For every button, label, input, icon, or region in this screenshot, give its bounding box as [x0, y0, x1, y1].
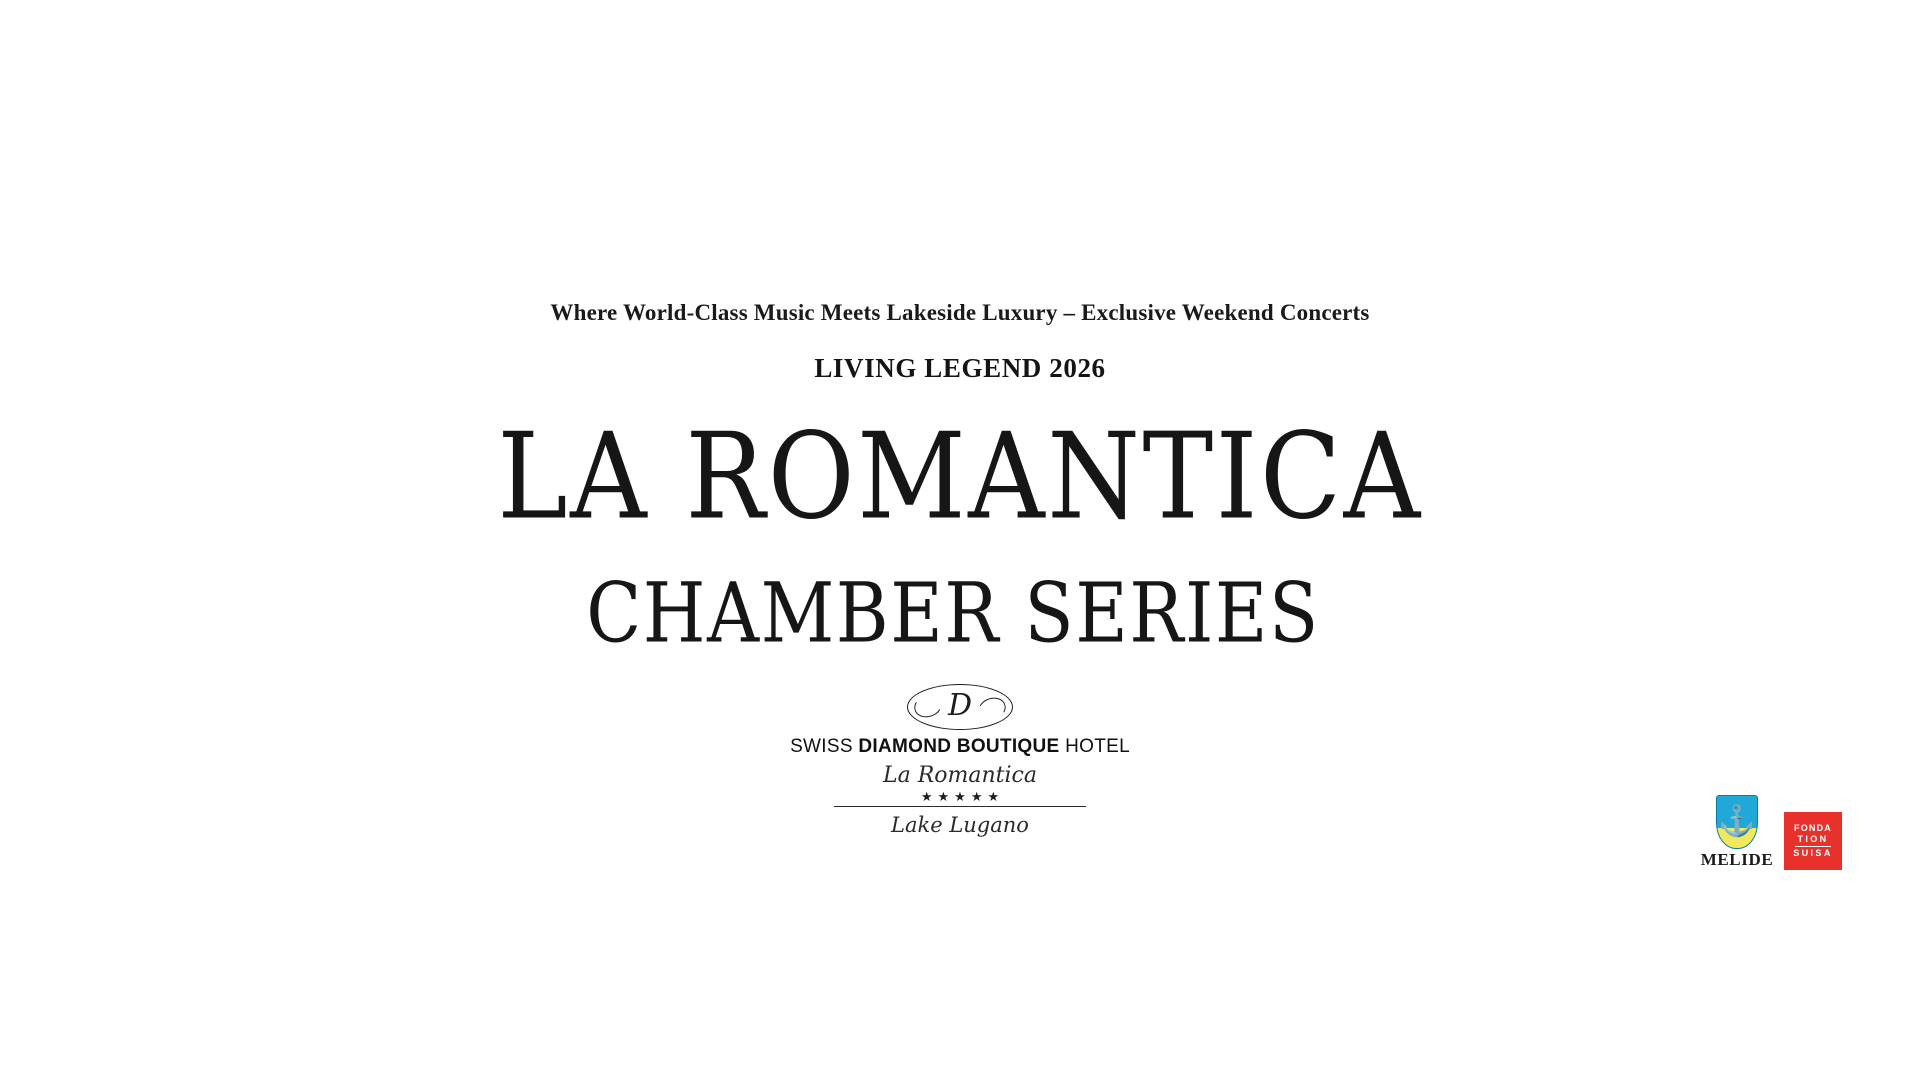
- monogram-letter: D: [947, 688, 973, 723]
- star-icon: ★: [937, 789, 950, 804]
- star-icon: ★: [970, 789, 983, 804]
- hero-text-block: [0, 300, 1920, 837]
- divider: [834, 806, 1086, 807]
- diamond-monogram-icon: [907, 684, 1013, 730]
- fondation-line-3: SUISA: [1793, 848, 1833, 859]
- page-title: LA ROMANTICA: [497, 407, 1423, 546]
- star-icon: ★: [954, 789, 966, 804]
- hotel-name-part2: DIAMOND BOUTIQUE: [858, 736, 1060, 757]
- star-icon: ★: [920, 789, 933, 804]
- hotel-logo: [790, 684, 1130, 837]
- melide-shield-icon: [1716, 795, 1758, 849]
- hotel-name-part3: HOTEL: [1059, 736, 1130, 757]
- hotel-name-part1: SWISS: [790, 736, 859, 757]
- hotel-location: Lake Lugano: [891, 813, 1029, 837]
- fondation-line-1: FONDA: [1794, 822, 1832, 833]
- series-title: CHAMBER SERIES: [586, 565, 1320, 661]
- divider: [1795, 846, 1831, 848]
- subtitle: LIVING LEGEND 2026: [814, 353, 1106, 383]
- anchor-icon: ⚓: [1718, 805, 1756, 838]
- star-rating: [921, 790, 999, 803]
- sponsor-fondation-suisa: [1784, 812, 1842, 870]
- star-icon: ★: [987, 789, 1000, 804]
- fondation-line-2: TION: [1797, 833, 1829, 844]
- hotel-name: [790, 736, 1130, 758]
- hotel-script-name: La Romantica: [883, 763, 1037, 788]
- tagline: Where World-Class Music Meets Lakeside Luxury – Exclusive Weekend Concerts: [550, 300, 1370, 325]
- sponsor-logos: [1700, 795, 1842, 870]
- melide-label: MELIDE: [1700, 850, 1774, 869]
- sponsor-melide: [1700, 795, 1774, 870]
